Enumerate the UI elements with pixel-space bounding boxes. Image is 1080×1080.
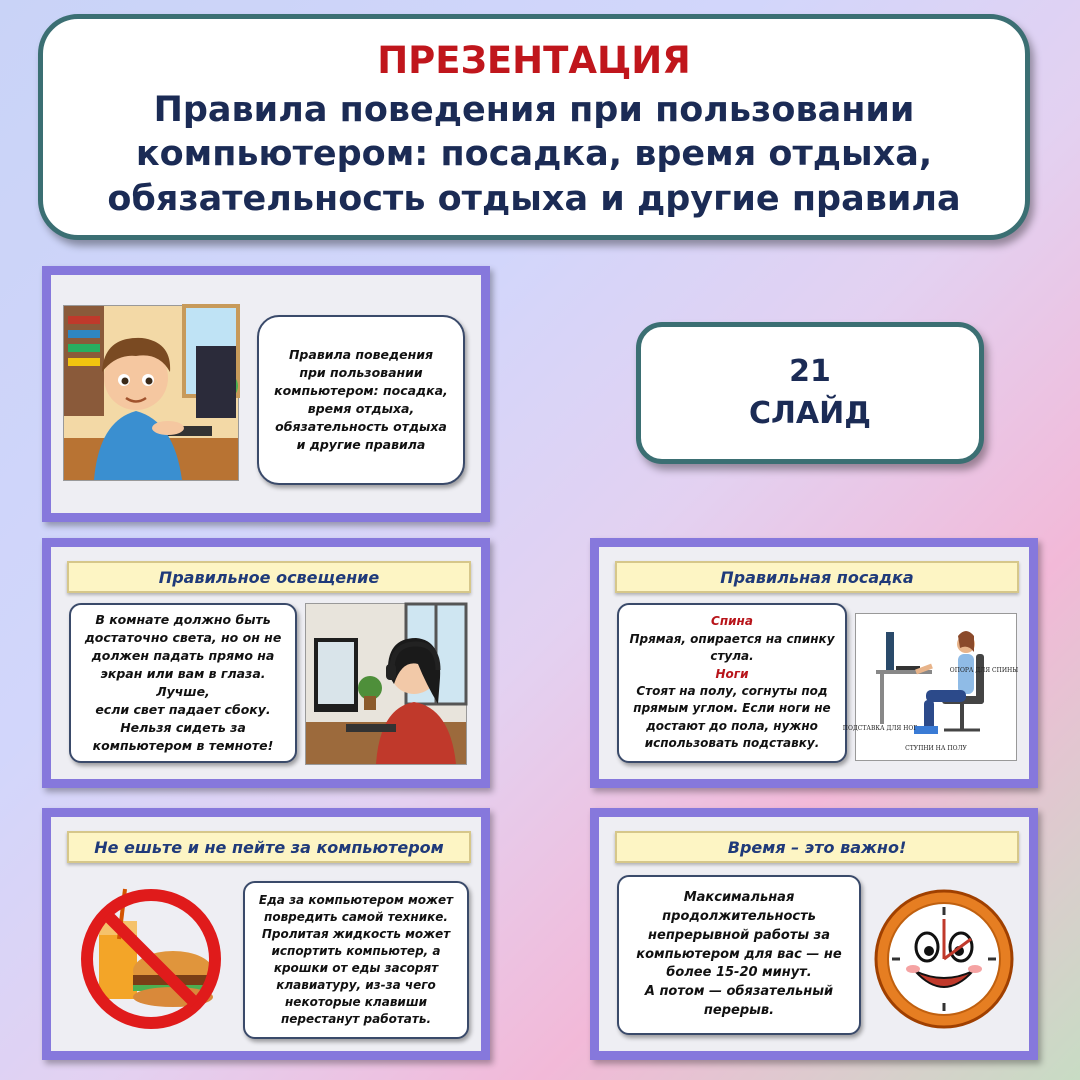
posture-back-heading: Спина xyxy=(711,614,753,629)
title-line: Правила поведения при пользовании xyxy=(153,89,915,130)
presentation-header xyxy=(38,14,1030,240)
text-line: достаточно света, но он не xyxy=(84,629,282,645)
text-line: Пролитая жидкость может xyxy=(261,926,451,941)
presentation-title xyxy=(43,88,1025,222)
no-food-text xyxy=(243,881,469,1039)
text-line: должен падать прямо на xyxy=(91,647,275,663)
slide-count-badge xyxy=(636,322,984,464)
text-line: при пользовании xyxy=(299,364,423,380)
text-line: повредить самой технике. xyxy=(264,909,448,924)
text-line: время отдыха, xyxy=(307,401,415,416)
slide-count-label: СЛАЙД xyxy=(749,396,871,431)
text-line: А потом — обязательный xyxy=(644,984,834,1000)
text-line: непрерывной работы за xyxy=(648,927,830,943)
text-line: Стоят на полу, согнуты под xyxy=(636,684,828,698)
text-line: некоторые клавиши xyxy=(285,995,427,1010)
girl-at-computer-illustration xyxy=(305,603,467,765)
slide-preview-posture xyxy=(590,538,1038,788)
slide-title-text xyxy=(257,315,465,485)
time-text xyxy=(617,875,861,1035)
backrest-label: ОПОРА ДЛЯ СПИНЫ xyxy=(949,667,1019,674)
slide-heading: Правильная посадка xyxy=(615,561,1019,593)
text-line: использовать подставку. xyxy=(644,736,820,751)
text-line: Максимальная xyxy=(683,890,795,906)
text-line: компьютером: посадка, xyxy=(274,382,448,398)
text-line: если свет падает сбоку. xyxy=(95,702,271,718)
slide-heading: Правильное освещение xyxy=(67,561,471,593)
posture-text xyxy=(617,603,847,763)
text-line: перерыв. xyxy=(703,1003,775,1019)
presentation-label: ПРЕЗЕНТАЦИЯ xyxy=(377,39,691,82)
slide-heading: Не ешьте и не пейте за компьютером xyxy=(67,831,471,863)
lighting-text xyxy=(69,603,297,763)
slide-preview-no-food xyxy=(42,808,490,1060)
slide-preview-title xyxy=(42,266,490,522)
text-line: и другие правила xyxy=(296,437,426,453)
feet-label: СТУПНИ НА ПОЛУ xyxy=(905,745,967,752)
text-line: Правила поведения xyxy=(288,346,434,362)
text-line: компьютером в темноте! xyxy=(92,738,274,754)
seated-posture-diagram xyxy=(842,613,1019,761)
text-line: крошки от еды засорят xyxy=(273,961,439,975)
title-line: обязательность отдыха и другие правила xyxy=(107,179,961,220)
text-line: компьютером для вас — не xyxy=(636,946,842,962)
slide-heading: Время – это важно! xyxy=(615,831,1019,863)
text-line: испортить компьютер, а xyxy=(271,943,441,958)
text-line: перестанут работать. xyxy=(280,1012,432,1027)
slide-count-number: 21 xyxy=(789,354,831,389)
posture-legs-heading: Ноги xyxy=(715,666,749,681)
text-line: Прямая, опирается на спинку xyxy=(629,631,835,646)
text-line: клавиатуру, из-за чего xyxy=(276,978,436,993)
text-line: прямым углом. Если ноги не xyxy=(633,701,831,716)
text-line: стула. xyxy=(710,649,754,664)
text-line: достают до пола, нужно xyxy=(646,718,818,733)
text-line: обязательность отдыха xyxy=(275,419,447,435)
footrest-label: ПОДСТАВКА ДЛЯ НОГ xyxy=(842,725,918,732)
text-line: продолжительность xyxy=(662,908,816,924)
text-line: Нельзя сидеть за xyxy=(120,720,246,736)
no-food-drink-icon xyxy=(67,879,235,1043)
text-line: В комнате должно быть xyxy=(95,611,271,627)
text-line: Еда за компьютером может xyxy=(258,892,454,907)
text-line: экран или вам в глаза. Лучше, xyxy=(100,665,266,699)
boy-at-computer-illustration xyxy=(63,305,239,481)
title-line: компьютером: посадка, время отдыха, xyxy=(135,134,933,175)
text-line: более 15-20 минут. xyxy=(666,965,812,981)
slide-preview-time xyxy=(590,808,1038,1060)
smiling-clock-icon xyxy=(869,885,1019,1033)
slide-preview-lighting xyxy=(42,538,490,788)
